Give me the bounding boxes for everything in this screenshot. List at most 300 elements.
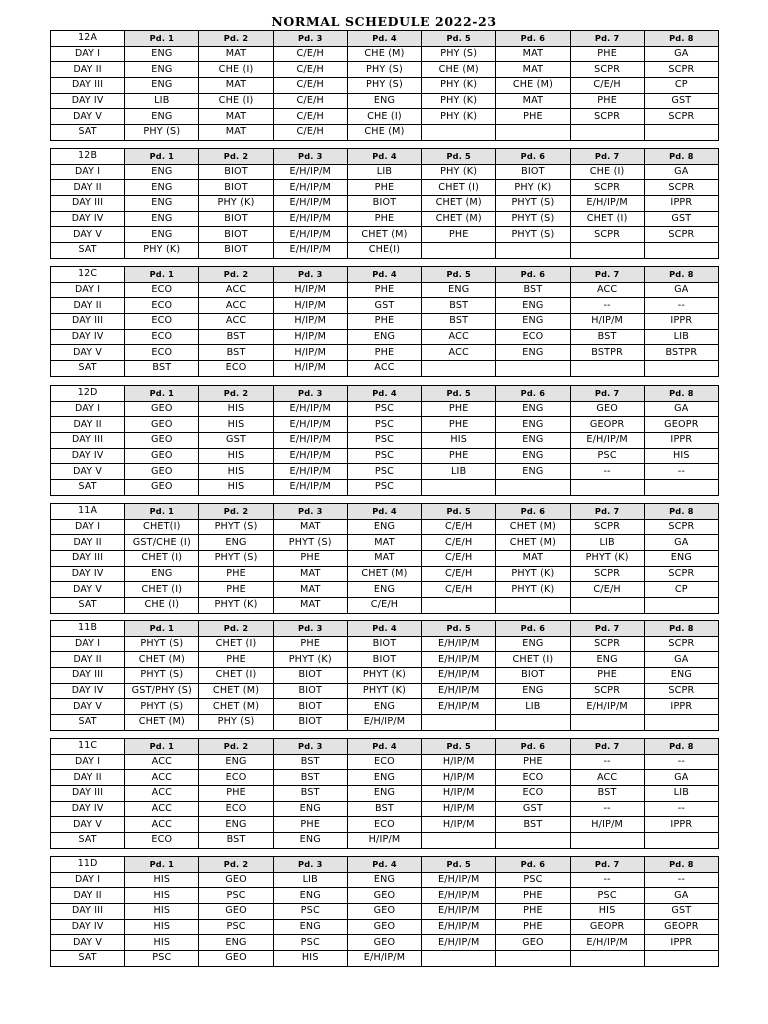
day-label: SAT bbox=[51, 951, 125, 967]
subject-cell bbox=[644, 951, 718, 967]
subject-cell: PHYT (S) bbox=[125, 636, 199, 652]
day-label: DAY II bbox=[51, 652, 125, 668]
subject-cell: H/IP/M bbox=[273, 298, 347, 314]
subject-cell bbox=[496, 951, 570, 967]
subject-cell: CHET (M) bbox=[496, 519, 570, 535]
subject-cell: GA bbox=[644, 401, 718, 417]
day-label: DAY I bbox=[51, 46, 125, 62]
subject-cell: MAT bbox=[273, 566, 347, 582]
subject-cell: CHET (I) bbox=[496, 652, 570, 668]
subject-cell: ENG bbox=[273, 801, 347, 817]
subject-cell: E/H/IP/M bbox=[422, 919, 496, 935]
period-header: Pd. 2 bbox=[199, 504, 273, 520]
subject-cell: CHE (I) bbox=[125, 598, 199, 614]
day-label: SAT bbox=[51, 480, 125, 496]
subject-cell: ENG bbox=[496, 401, 570, 417]
period-header: Pd. 7 bbox=[570, 31, 644, 47]
period-header: Pd. 5 bbox=[422, 267, 496, 283]
subject-cell: ENG bbox=[644, 551, 718, 567]
subject-cell: BIOT bbox=[347, 196, 421, 212]
subject-cell: GEO bbox=[125, 433, 199, 449]
subject-cell: GST bbox=[644, 904, 718, 920]
period-header: Pd. 8 bbox=[644, 857, 718, 873]
subject-cell: ECO bbox=[199, 361, 273, 377]
subject-cell: HIS bbox=[125, 872, 199, 888]
period-header: Pd. 2 bbox=[199, 149, 273, 165]
period-header: Pd. 6 bbox=[496, 386, 570, 402]
day-label: DAY IV bbox=[51, 448, 125, 464]
table-row bbox=[51, 872, 719, 888]
table-row bbox=[51, 361, 719, 377]
subject-cell: ACC bbox=[570, 770, 644, 786]
subject-cell: ENG bbox=[125, 180, 199, 196]
subject-cell: BST bbox=[199, 833, 273, 849]
subject-cell: ECO bbox=[347, 754, 421, 770]
subject-cell: ENG bbox=[347, 770, 421, 786]
subject-cell: CHET (I) bbox=[570, 211, 644, 227]
day-label: DAY IV bbox=[51, 211, 125, 227]
subject-cell: ENG bbox=[496, 448, 570, 464]
period-header: Pd. 7 bbox=[570, 149, 644, 165]
header-row bbox=[51, 267, 719, 283]
header-row bbox=[51, 621, 719, 637]
period-header: Pd. 7 bbox=[570, 621, 644, 637]
table-row bbox=[51, 417, 719, 433]
subject-cell: PHYT (S) bbox=[496, 227, 570, 243]
subject-cell: GEO bbox=[199, 951, 273, 967]
table-row bbox=[51, 754, 719, 770]
subject-cell: PHE bbox=[422, 417, 496, 433]
period-header: Pd. 3 bbox=[273, 267, 347, 283]
subject-cell: SCPR bbox=[644, 519, 718, 535]
day-label: DAY III bbox=[51, 433, 125, 449]
day-label: DAY V bbox=[51, 582, 125, 598]
day-label: DAY III bbox=[51, 78, 125, 94]
subject-cell: GA bbox=[644, 46, 718, 62]
subject-cell: E/H/IP/M bbox=[347, 951, 421, 967]
subject-cell bbox=[496, 243, 570, 259]
period-header: Pd. 3 bbox=[273, 386, 347, 402]
table-row bbox=[51, 566, 719, 582]
subject-cell: ECO bbox=[125, 314, 199, 330]
subject-cell: HIS bbox=[644, 448, 718, 464]
table-row bbox=[51, 770, 719, 786]
subject-cell: GEO bbox=[347, 919, 421, 935]
subject-cell: E/H/IP/M bbox=[273, 417, 347, 433]
subject-cell: PHY (K) bbox=[422, 78, 496, 94]
subject-cell bbox=[644, 480, 718, 496]
subject-cell: ENG bbox=[125, 196, 199, 212]
subject-cell: LIB bbox=[347, 164, 421, 180]
subject-cell: C/E/H bbox=[273, 46, 347, 62]
subject-cell: PSC bbox=[347, 401, 421, 417]
subject-cell: IPPR bbox=[644, 314, 718, 330]
period-header: Pd. 1 bbox=[125, 621, 199, 637]
subject-cell: BSTPR bbox=[570, 345, 644, 361]
table-row bbox=[51, 801, 719, 817]
subject-cell: H/IP/M bbox=[422, 786, 496, 802]
subject-cell: MAT bbox=[496, 551, 570, 567]
subject-cell: GST/PHY (S) bbox=[125, 683, 199, 699]
period-header: Pd. 4 bbox=[347, 386, 421, 402]
subject-cell: PHE bbox=[496, 109, 570, 125]
subject-cell: H/IP/M bbox=[273, 329, 347, 345]
subject-cell: GA bbox=[644, 535, 718, 551]
subject-cell: H/IP/M bbox=[422, 817, 496, 833]
day-label: DAY V bbox=[51, 935, 125, 951]
subject-cell: ACC bbox=[422, 345, 496, 361]
table-row bbox=[51, 243, 719, 259]
subject-cell: ACC bbox=[199, 314, 273, 330]
subject-cell: H/IP/M bbox=[422, 754, 496, 770]
period-header: Pd. 5 bbox=[422, 31, 496, 47]
subject-cell bbox=[422, 715, 496, 731]
day-label: DAY I bbox=[51, 401, 125, 417]
subject-cell: MAT bbox=[496, 93, 570, 109]
subject-cell: PHE bbox=[422, 401, 496, 417]
subject-cell: PSC bbox=[570, 888, 644, 904]
subject-cell: PHE bbox=[199, 652, 273, 668]
subject-cell: ENG bbox=[644, 668, 718, 684]
page-title: NORMAL SCHEDULE 2022-23 bbox=[271, 14, 497, 29]
day-label: SAT bbox=[51, 125, 125, 141]
subject-cell: ENG bbox=[199, 817, 273, 833]
table-row bbox=[51, 448, 719, 464]
subject-cell: E/H/IP/M bbox=[273, 211, 347, 227]
subject-cell: GA bbox=[644, 282, 718, 298]
subject-cell: CP bbox=[644, 78, 718, 94]
subject-cell: ACC bbox=[199, 298, 273, 314]
subject-cell: GA bbox=[644, 652, 718, 668]
subject-cell: E/H/IP/M bbox=[422, 872, 496, 888]
subject-cell: PHE bbox=[347, 314, 421, 330]
subject-cell bbox=[644, 715, 718, 731]
subject-cell: LIB bbox=[644, 329, 718, 345]
day-label: DAY IV bbox=[51, 683, 125, 699]
subject-cell: ECO bbox=[125, 329, 199, 345]
subject-cell: ENG bbox=[125, 211, 199, 227]
period-header: Pd. 2 bbox=[199, 267, 273, 283]
subject-cell: ACC bbox=[199, 282, 273, 298]
subject-cell: LIB bbox=[125, 93, 199, 109]
class-label: 12C bbox=[51, 267, 125, 283]
subject-cell: ENG bbox=[125, 164, 199, 180]
period-header: Pd. 6 bbox=[496, 31, 570, 47]
subject-cell: PHYT (S) bbox=[199, 519, 273, 535]
subject-cell: ENG bbox=[496, 636, 570, 652]
subject-cell: BSTPR bbox=[644, 345, 718, 361]
day-label: DAY II bbox=[51, 180, 125, 196]
subject-cell: PSC bbox=[496, 872, 570, 888]
subject-cell: PHYT (S) bbox=[199, 551, 273, 567]
period-header: Pd. 8 bbox=[644, 31, 718, 47]
subject-cell: PHE bbox=[496, 754, 570, 770]
subject-cell: PSC bbox=[273, 935, 347, 951]
subject-cell: BIOT bbox=[347, 652, 421, 668]
subject-cell: PHY (K) bbox=[125, 243, 199, 259]
subject-cell: PHE bbox=[570, 46, 644, 62]
subject-cell: -- bbox=[570, 801, 644, 817]
table-row bbox=[51, 551, 719, 567]
subject-cell: MAT bbox=[347, 551, 421, 567]
schedule-table-12a bbox=[50, 30, 719, 141]
table-row bbox=[51, 401, 719, 417]
subject-cell: ENG bbox=[125, 78, 199, 94]
table-row bbox=[51, 314, 719, 330]
day-label: DAY IV bbox=[51, 919, 125, 935]
subject-cell: PHY (K) bbox=[422, 164, 496, 180]
subject-cell bbox=[496, 125, 570, 141]
table-row bbox=[51, 683, 719, 699]
subject-cell: -- bbox=[570, 872, 644, 888]
subject-cell: HIS bbox=[273, 951, 347, 967]
subject-cell: BST bbox=[496, 817, 570, 833]
day-label: DAY III bbox=[51, 314, 125, 330]
subject-cell: C/E/H bbox=[273, 125, 347, 141]
table-row bbox=[51, 78, 719, 94]
subject-cell: MAT bbox=[273, 598, 347, 614]
day-label: DAY III bbox=[51, 786, 125, 802]
period-header: Pd. 8 bbox=[644, 149, 718, 165]
day-label: DAY II bbox=[51, 417, 125, 433]
subject-cell: GEO bbox=[347, 888, 421, 904]
subject-cell: BIOT bbox=[496, 668, 570, 684]
subject-cell bbox=[644, 243, 718, 259]
subject-cell: E/H/IP/M bbox=[570, 699, 644, 715]
subject-cell: GA bbox=[644, 164, 718, 180]
subject-cell: H/IP/M bbox=[570, 817, 644, 833]
subject-cell: CHET (I) bbox=[422, 180, 496, 196]
subject-cell: ECO bbox=[496, 329, 570, 345]
subject-cell bbox=[422, 951, 496, 967]
subject-cell: ACC bbox=[422, 329, 496, 345]
subject-cell: PHE bbox=[347, 345, 421, 361]
subject-cell: BIOT bbox=[199, 180, 273, 196]
subject-cell: E/H/IP/M bbox=[273, 180, 347, 196]
day-label: DAY I bbox=[51, 164, 125, 180]
subject-cell: ENG bbox=[347, 93, 421, 109]
subject-cell: SCPR bbox=[570, 62, 644, 78]
subject-cell: C/E/H bbox=[273, 93, 347, 109]
subject-cell: GA bbox=[644, 888, 718, 904]
subject-cell: ECO bbox=[125, 833, 199, 849]
subject-cell: ENG bbox=[273, 919, 347, 935]
subject-cell: ENG bbox=[422, 282, 496, 298]
subject-cell: C/E/H bbox=[570, 582, 644, 598]
period-header: Pd. 1 bbox=[125, 739, 199, 755]
day-label: DAY II bbox=[51, 888, 125, 904]
subject-cell bbox=[570, 833, 644, 849]
table-row bbox=[51, 433, 719, 449]
subject-cell: PHE bbox=[199, 582, 273, 598]
subject-cell: H/IP/M bbox=[422, 801, 496, 817]
subject-cell: H/IP/M bbox=[347, 833, 421, 849]
subject-cell: PHE bbox=[199, 566, 273, 582]
subject-cell: PHE bbox=[347, 211, 421, 227]
subject-cell: LIB bbox=[496, 699, 570, 715]
subject-cell bbox=[496, 833, 570, 849]
subject-cell: PHY (S) bbox=[347, 78, 421, 94]
subject-cell: PHYT (S) bbox=[273, 535, 347, 551]
subject-cell: PHYT (K) bbox=[496, 566, 570, 582]
subject-cell: ENG bbox=[125, 62, 199, 78]
subject-cell bbox=[422, 243, 496, 259]
subject-cell: PHE bbox=[496, 904, 570, 920]
subject-cell bbox=[496, 598, 570, 614]
subject-cell: E/H/IP/M bbox=[422, 935, 496, 951]
subject-cell: GEO bbox=[125, 417, 199, 433]
subject-cell: PSC bbox=[199, 919, 273, 935]
subject-cell: HIS bbox=[125, 919, 199, 935]
subject-cell: PSC bbox=[347, 433, 421, 449]
subject-cell: SCPR bbox=[644, 227, 718, 243]
subject-cell: E/H/IP/M bbox=[422, 888, 496, 904]
table-row bbox=[51, 715, 719, 731]
schedule-table-12c bbox=[50, 266, 719, 377]
subject-cell: GEO bbox=[125, 480, 199, 496]
period-header: Pd. 1 bbox=[125, 504, 199, 520]
subject-cell: GEO bbox=[570, 401, 644, 417]
subject-cell: PHYT (S) bbox=[496, 211, 570, 227]
subject-cell: IPPR bbox=[644, 817, 718, 833]
subject-cell: E/H/IP/M bbox=[273, 433, 347, 449]
table-row bbox=[51, 164, 719, 180]
day-label: SAT bbox=[51, 833, 125, 849]
subject-cell: SCPR bbox=[570, 109, 644, 125]
period-header: Pd. 8 bbox=[644, 621, 718, 637]
day-label: DAY II bbox=[51, 298, 125, 314]
subject-cell: E/H/IP/M bbox=[422, 683, 496, 699]
subject-cell: HIS bbox=[199, 464, 273, 480]
subject-cell: GEO bbox=[125, 401, 199, 417]
subject-cell: MAT bbox=[273, 519, 347, 535]
subject-cell: BST bbox=[273, 786, 347, 802]
subject-cell: ACC bbox=[125, 770, 199, 786]
day-label: DAY I bbox=[51, 282, 125, 298]
day-label: DAY V bbox=[51, 464, 125, 480]
subject-cell: MAT bbox=[496, 62, 570, 78]
subject-cell: BIOT bbox=[273, 715, 347, 731]
day-label: DAY V bbox=[51, 699, 125, 715]
subject-cell bbox=[644, 833, 718, 849]
subject-cell: -- bbox=[644, 298, 718, 314]
subject-cell: HIS bbox=[125, 904, 199, 920]
subject-cell: LIB bbox=[570, 535, 644, 551]
subject-cell: CHET (M) bbox=[347, 566, 421, 582]
subject-cell: ECO bbox=[125, 282, 199, 298]
subject-cell bbox=[496, 361, 570, 377]
table-row bbox=[51, 636, 719, 652]
class-label: 11A bbox=[51, 504, 125, 520]
subject-cell: ECO bbox=[125, 345, 199, 361]
period-header: Pd. 3 bbox=[273, 31, 347, 47]
subject-cell: -- bbox=[644, 754, 718, 770]
subject-cell: GEO bbox=[199, 872, 273, 888]
schedule-table-11b bbox=[50, 620, 719, 731]
table-row bbox=[51, 668, 719, 684]
class-label: 12B bbox=[51, 149, 125, 165]
subject-cell bbox=[570, 243, 644, 259]
subject-cell: PSC bbox=[570, 448, 644, 464]
subject-cell: PSC bbox=[347, 464, 421, 480]
subject-cell: BST bbox=[570, 786, 644, 802]
subject-cell: -- bbox=[570, 298, 644, 314]
subject-cell: CP bbox=[644, 582, 718, 598]
subject-cell: ACC bbox=[125, 786, 199, 802]
subject-cell: PSC bbox=[199, 888, 273, 904]
subject-cell: PHY (K) bbox=[422, 109, 496, 125]
subject-cell: GEO bbox=[496, 935, 570, 951]
subject-cell: GEOPR bbox=[570, 919, 644, 935]
subject-cell: BIOT bbox=[199, 164, 273, 180]
subject-cell: PHYT (K) bbox=[199, 598, 273, 614]
subject-cell: GST bbox=[347, 298, 421, 314]
subject-cell: -- bbox=[570, 464, 644, 480]
subject-cell: CHET (M) bbox=[496, 535, 570, 551]
subject-cell: C/E/H bbox=[273, 62, 347, 78]
subject-cell: PHE bbox=[422, 227, 496, 243]
day-label: DAY V bbox=[51, 109, 125, 125]
table-row bbox=[51, 699, 719, 715]
subject-cell: ENG bbox=[125, 227, 199, 243]
subject-cell: MAT bbox=[199, 109, 273, 125]
subject-cell: C/E/H bbox=[273, 78, 347, 94]
subject-cell: ENG bbox=[125, 109, 199, 125]
day-label: DAY III bbox=[51, 904, 125, 920]
subject-cell: PSC bbox=[273, 904, 347, 920]
table-row bbox=[51, 125, 719, 141]
subject-cell: SCPR bbox=[644, 683, 718, 699]
table-row bbox=[51, 582, 719, 598]
subject-cell: BST bbox=[273, 770, 347, 786]
period-header: Pd. 8 bbox=[644, 386, 718, 402]
subject-cell: MAT bbox=[199, 125, 273, 141]
subject-cell: GST bbox=[496, 801, 570, 817]
subject-cell: ACC bbox=[125, 801, 199, 817]
subject-cell: BST bbox=[570, 329, 644, 345]
subject-cell: C/E/H bbox=[570, 78, 644, 94]
subject-cell: GST/CHE (I) bbox=[125, 535, 199, 551]
period-header: Pd. 8 bbox=[644, 267, 718, 283]
period-header: Pd. 6 bbox=[496, 621, 570, 637]
subject-cell: BST bbox=[422, 314, 496, 330]
period-header: Pd. 1 bbox=[125, 149, 199, 165]
subject-cell: PHE bbox=[347, 180, 421, 196]
subject-cell: HIS bbox=[199, 480, 273, 496]
subject-cell: ENG bbox=[347, 699, 421, 715]
subject-cell: BIOT bbox=[199, 227, 273, 243]
subject-cell: ECO bbox=[347, 817, 421, 833]
table-row bbox=[51, 93, 719, 109]
subject-cell: E/H/IP/M bbox=[273, 227, 347, 243]
subject-cell: E/H/IP/M bbox=[273, 164, 347, 180]
subject-cell: HIS bbox=[125, 888, 199, 904]
subject-cell: PHYT (S) bbox=[125, 699, 199, 715]
period-header: Pd. 2 bbox=[199, 739, 273, 755]
subject-cell: E/H/IP/M bbox=[347, 715, 421, 731]
subject-cell: ACC bbox=[125, 817, 199, 833]
subject-cell: CHET (M) bbox=[125, 652, 199, 668]
subject-cell bbox=[644, 361, 718, 377]
subject-cell bbox=[570, 125, 644, 141]
subject-cell: BST bbox=[199, 345, 273, 361]
subject-cell: PSC bbox=[347, 448, 421, 464]
subject-cell: CHE (I) bbox=[199, 62, 273, 78]
subject-cell: PSC bbox=[347, 480, 421, 496]
day-label: DAY II bbox=[51, 62, 125, 78]
subject-cell: ENG bbox=[199, 935, 273, 951]
header-row bbox=[51, 857, 719, 873]
